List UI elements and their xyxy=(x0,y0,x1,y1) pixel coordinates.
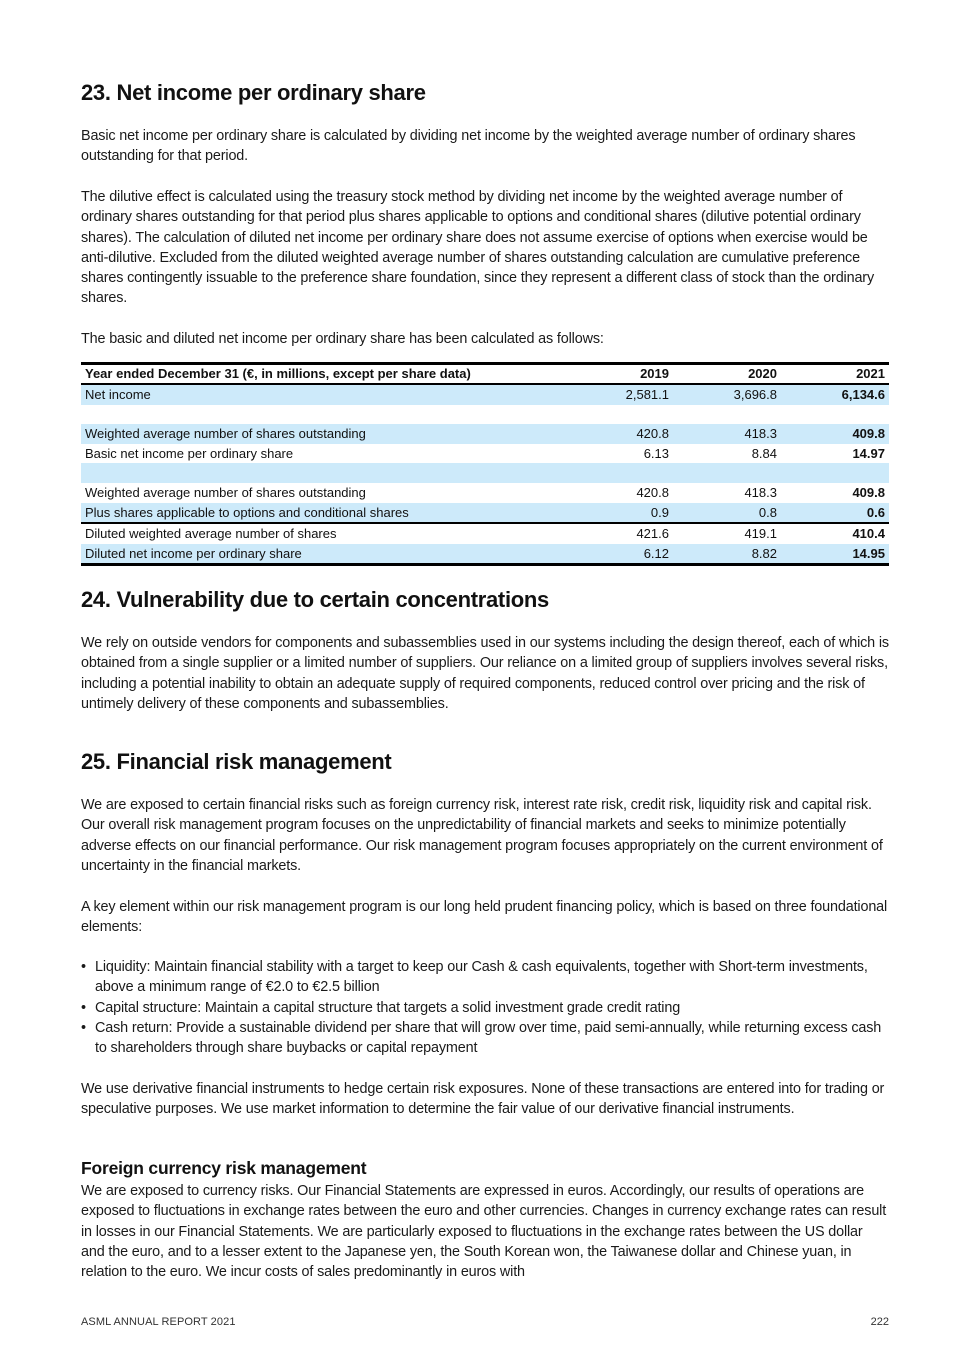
cell-2019 xyxy=(575,463,673,483)
cell-2020: 8.82 xyxy=(673,544,781,565)
bullet-icon: • xyxy=(81,959,86,975)
section-23-heading: 23. Net income per ordinary share xyxy=(81,80,426,105)
net-income-per-share-table xyxy=(81,362,889,566)
row-label xyxy=(81,463,575,483)
footer-page-number: 222 xyxy=(870,1316,889,1328)
bullet-icon: • xyxy=(81,999,86,1016)
section-25-paragraph-2: A key element within our risk management program is our long held prudent financing policy, which is based on three foundational elements: xyxy=(81,899,888,936)
cell-2019: 6.12 xyxy=(575,544,673,565)
cell-2020: 418.3 xyxy=(673,424,781,444)
row-label: Weighted average number of shares outstanding xyxy=(81,424,575,444)
foreign-currency-risk-paragraph: We are exposed to currency risks. Our Financial Statements are expressed in euros. Accordingly, our results of operations are exposed to fluctuations in exchange rates between the euro and other currencies. Changes in currency exchange rates can result in losses in our Financial Statements. We are particularly exposed to fluctuations in the exchange rates between the US dollar and the euro, and to a lesser extent to the Japanese yen, the South Korean won, the Taiwanese dollar and Chinese yuan, in relation to the euro. We incur costs of sales predominantly in euros with xyxy=(81,1183,887,1281)
section-24-heading: 24. Vulnerability due to certain concentrations xyxy=(81,587,549,612)
cell-2019: 421.6 xyxy=(636,526,669,542)
section-25-paragraph-3: We use derivative financial instruments to hedge certain risk exposures. None of these transactions are entered into for trading or speculative purposes. We use market information to determine the fair value of our derivative financial instruments. xyxy=(81,1081,885,1118)
bullet-icon: • xyxy=(81,1019,86,1036)
cell-2021: 0.6 xyxy=(781,503,889,524)
table-row-diluted-weighted-average-shares xyxy=(81,523,889,544)
table-row-spacer xyxy=(81,463,889,483)
cell-2021: 409.8 xyxy=(852,484,885,500)
footer-report-name: ASML ANNUAL REPORT 2021 xyxy=(81,1316,236,1328)
section-25-heading: 25. Financial risk management xyxy=(81,749,392,774)
column-header-2020: 2020 xyxy=(673,364,781,385)
table-row-basic-net-income-per-share xyxy=(81,444,889,464)
table-row-spacer xyxy=(81,405,889,425)
cell-2020: 0.8 xyxy=(673,503,781,524)
column-header-2019: 2019 xyxy=(575,364,673,385)
row-label: Net income xyxy=(81,384,575,405)
section-23-paragraph-3: The basic and diluted net income per ordinary share has been calculated as follows: xyxy=(81,331,604,347)
bullet-text: Capital structure: Maintain a capital structure that targets a solid investment grade credit rating xyxy=(95,999,681,1016)
table-row-net-income xyxy=(81,384,889,405)
cell-2021: 14.95 xyxy=(781,544,889,565)
table-row-plus-shares-options xyxy=(81,503,889,524)
foreign-currency-risk-heading: Foreign currency risk management xyxy=(81,1158,367,1178)
cell-2021 xyxy=(781,463,889,483)
cell-2019: 2,581.1 xyxy=(575,384,673,405)
cell-2021 xyxy=(781,405,889,425)
bullet-item-cash-return xyxy=(81,1018,889,1059)
row-label xyxy=(81,405,575,425)
row-label: Basic net income per ordinary share xyxy=(85,445,294,461)
cell-2020 xyxy=(673,405,781,425)
section-23-paragraph-2: The dilutive effect is calculated using the treasury stock method by dividing net income by the weighted average number of ordinary shares outstanding for that period plus shares applicable to options and conditional shares (dilutive potential ordinary shares). The calculation of diluted net income per ordinary share does not assume exercise of options when exercise would be anti-dilutive. Excluded from the diluted weighted average number of shares outstanding calculation are cumulative preference shares contingently issuable to the preference share foundation, since they represent a different class of stock than the ordinary shares. xyxy=(81,189,874,307)
section-25-paragraph-1: We are exposed to certain financial risks such as foreign currency risk, interest rate risk, credit risk, liquidity risk and capital risk. Our overall risk management program focuses on the unpredictability of financial markets and seeks to minimize potentially adverse effects on our financial performance. Our risk management program focuses appropriately on the current environment of uncertainty in the financial markets. xyxy=(81,797,883,874)
row-label: Weighted average number of shares outstanding xyxy=(85,484,366,500)
row-label: Diluted weighted average number of shares xyxy=(85,526,337,542)
cell-2019: 420.8 xyxy=(636,484,669,500)
bullet-item-capital-structure xyxy=(81,998,889,1018)
cell-2020: 419.1 xyxy=(744,526,777,542)
financing-policy-bullet-list xyxy=(81,957,889,1058)
section-24-paragraph: We rely on outside vendors for components and subassemblies used in our systems including the design thereof, each of which is obtained from a single supplier or a limited number of suppliers. Our reliance on a limited group of suppliers involves several risks, including a potential inability to obtain an adequate supply of required components, reduced control over pricing and the risk of untimely delivery of these components and subassemblies. xyxy=(81,635,889,712)
cell-2019: 420.8 xyxy=(575,424,673,444)
cell-2020: 3,696.8 xyxy=(673,384,781,405)
bullet-text: Liquidity: Maintain financial stability with a target to keep our Cash & cash equivalents, together with Short-term investments, above a minimum range of €2.0 to €2.5 billion xyxy=(95,959,868,996)
row-label: Plus shares applicable to options and conditional shares xyxy=(81,503,575,524)
cell-2019: 6.13 xyxy=(643,445,669,461)
cell-2020: 418.3 xyxy=(744,484,777,500)
table-header-row xyxy=(81,364,889,385)
section-23-paragraph-1: Basic net income per ordinary share is calculated by dividing net income by the weighted average number of ordinary shares outstanding for that period. xyxy=(81,128,856,165)
cell-2020: 8.84 xyxy=(751,445,777,461)
table-row-weighted-average-shares-diluted xyxy=(81,483,889,503)
column-header-description: Year ended December 31 (€, in millions, except per share data) xyxy=(81,364,575,385)
cell-2020 xyxy=(673,463,781,483)
table-row-diluted-net-income-per-share xyxy=(81,544,889,565)
cell-2021: 14.97 xyxy=(852,445,885,461)
table-row-weighted-average-shares-basic xyxy=(81,424,889,444)
cell-2021: 409.8 xyxy=(781,424,889,444)
cell-2019: 0.9 xyxy=(575,503,673,524)
cell-2021: 410.4 xyxy=(852,526,885,542)
column-header-2021: 2021 xyxy=(781,364,889,385)
bullet-item-liquidity xyxy=(81,957,889,998)
row-label: Diluted net income per ordinary share xyxy=(81,544,575,565)
bullet-text: Cash return: Provide a sustainable dividend per share that will grow over time, paid semi-annually, while returning excess cash to shareholders through share buybacks or capital repayment xyxy=(95,1019,882,1057)
cell-2021: 6,134.6 xyxy=(781,384,889,405)
cell-2019 xyxy=(575,405,673,425)
